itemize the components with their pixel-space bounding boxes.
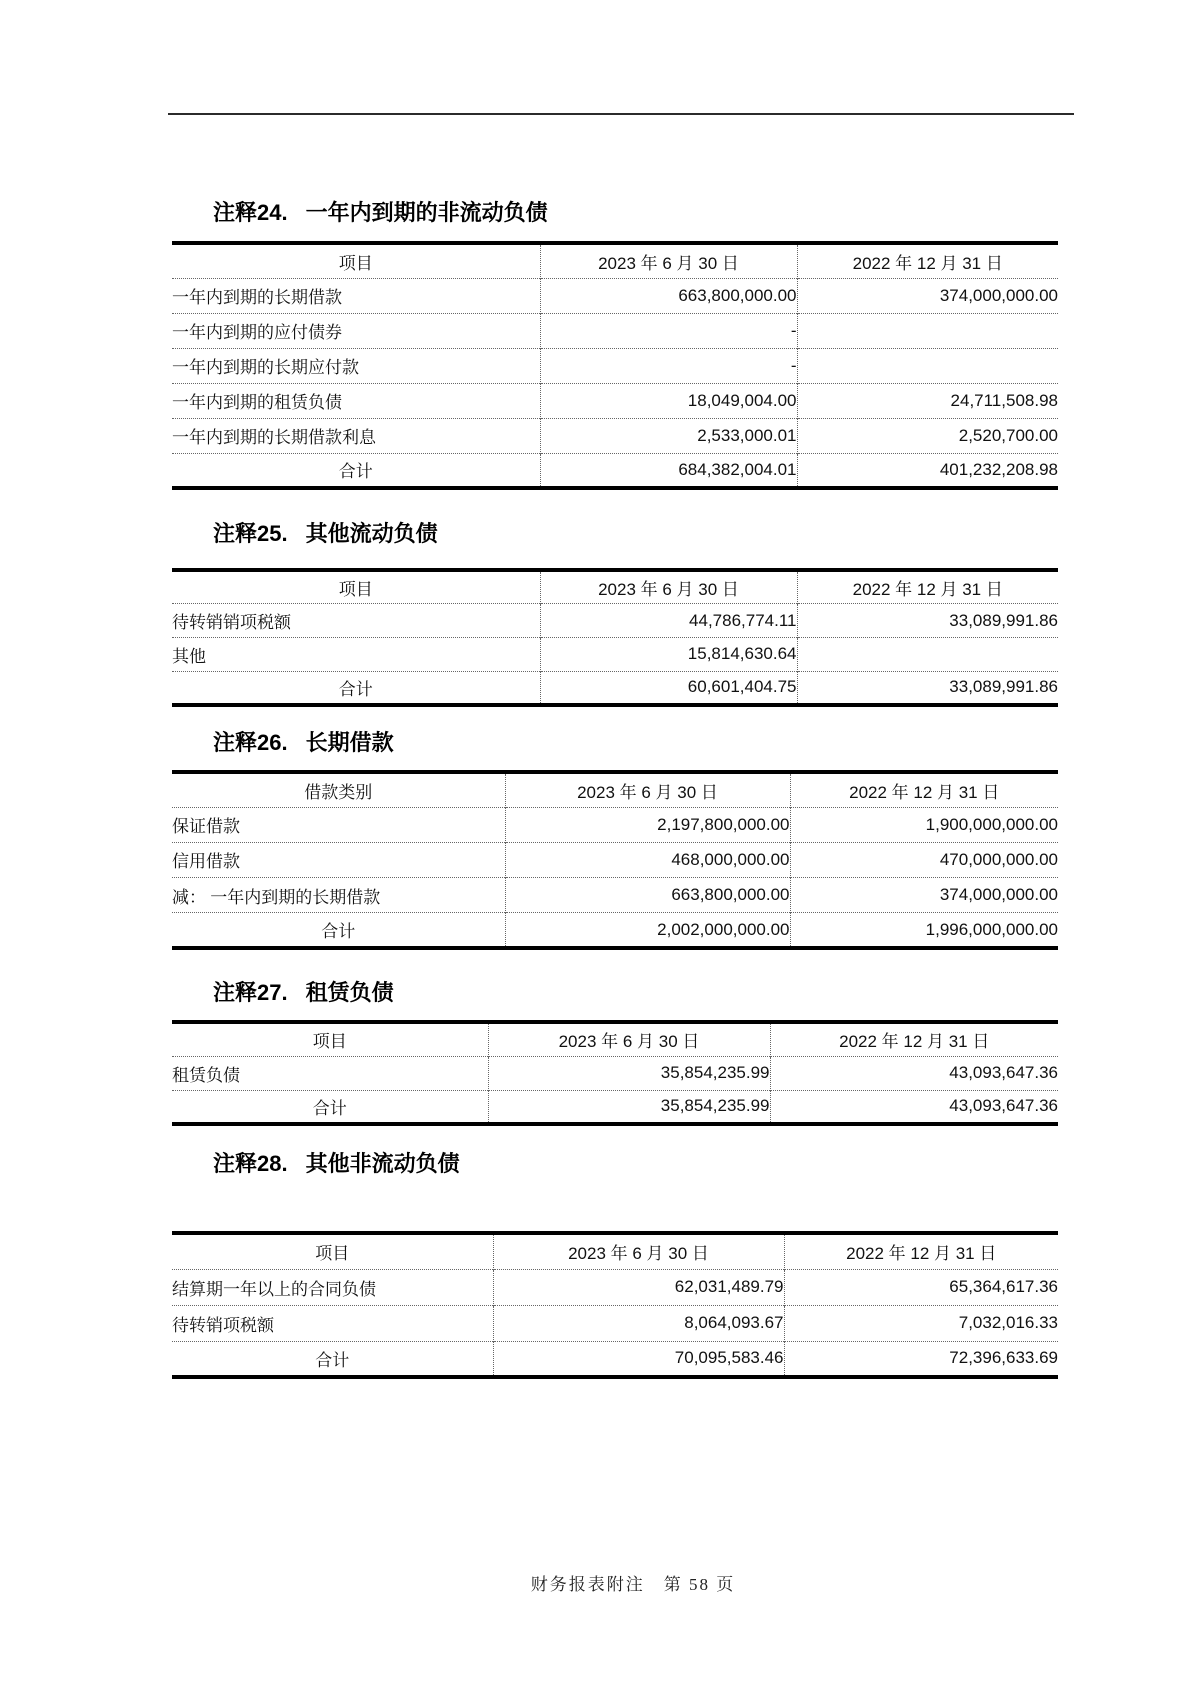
section-number: 注释24. xyxy=(213,200,288,225)
column-header-item: 项目 xyxy=(338,253,373,273)
total-value-cell: 35,854,235.99 xyxy=(488,1090,770,1124)
value-cell: 468,000,000.00 xyxy=(505,842,790,877)
item-label-cell: 保证借款 xyxy=(172,807,505,842)
table-row xyxy=(172,1305,1058,1341)
value-cell xyxy=(797,348,1058,383)
column-header-item: 项目 xyxy=(312,1032,347,1052)
value-cell: - xyxy=(540,313,797,348)
table-header-row xyxy=(172,243,1058,278)
item-label-cell: 租赁负债 xyxy=(172,1056,488,1090)
value-cell: 663,800,000.00 xyxy=(540,278,797,313)
table-row xyxy=(172,807,1058,842)
table-header-row xyxy=(172,772,1058,807)
column-header-date-2022: 2022 年 12 月 31 日 xyxy=(784,1233,1058,1269)
column-header-date-2023: 2023 年 6 月 30 日 xyxy=(488,1022,770,1056)
table-row xyxy=(172,278,1058,313)
total-label-cell: 合计 xyxy=(172,1341,493,1377)
value-cell: 43,093,647.36 xyxy=(770,1056,1058,1090)
column-header-date-2023: 2023 年 6 月 30 日 xyxy=(540,243,797,278)
value-cell: 470,000,000.00 xyxy=(790,842,1058,877)
total-value-cell: 43,093,647.36 xyxy=(770,1090,1058,1124)
section-title: 其他流动负债 xyxy=(305,521,438,546)
total-value-cell: 33,089,991.86 xyxy=(797,671,1058,705)
item-label-cell: 减： 一年内到期的长期借款 xyxy=(172,878,505,913)
value-cell: - xyxy=(540,348,797,383)
section-title: 一年内到期的非流动负债 xyxy=(305,200,548,225)
table-row xyxy=(172,1269,1058,1305)
value-cell: 18,049,004.00 xyxy=(540,383,797,418)
section-heading-note26 xyxy=(213,729,394,757)
total-value-cell: 60,601,404.75 xyxy=(540,671,797,705)
value-cell: 33,089,991.86 xyxy=(797,604,1058,638)
value-cell: 62,031,489.79 xyxy=(493,1269,784,1305)
value-cell: 663,800,000.00 xyxy=(505,878,790,913)
value-cell: 44,786,774.11 xyxy=(540,604,797,638)
total-value-cell: 1,996,000,000.00 xyxy=(790,913,1058,948)
value-cell: 15,814,630.64 xyxy=(540,638,797,672)
value-cell xyxy=(797,313,1058,348)
column-header-date-2023: 2023 年 6 月 30 日 xyxy=(505,772,790,807)
item-label-cell: 结算期一年以上的合同负债 xyxy=(172,1269,493,1305)
value-cell: 7,032,016.33 xyxy=(784,1305,1058,1341)
section-heading-note27 xyxy=(213,979,394,1007)
table-total-row xyxy=(172,1341,1058,1377)
item-label-cell: 一年内到期的长期应付款 xyxy=(172,348,540,383)
section-number: 注释28. xyxy=(213,1151,288,1176)
item-label-cell: 一年内到期的长期借款利息 xyxy=(172,418,540,453)
value-cell: 35,854,235.99 xyxy=(488,1056,770,1090)
table-note25 xyxy=(172,568,1058,707)
value-cell xyxy=(797,638,1058,672)
item-label-cell: 一年内到期的长期借款 xyxy=(172,278,540,313)
item-label-cell: 一年内到期的应付债券 xyxy=(172,313,540,348)
value-cell: 8,064,093.67 xyxy=(493,1305,784,1341)
page-header-rule xyxy=(168,113,1074,115)
section-title: 租赁负债 xyxy=(305,980,394,1005)
table-note28 xyxy=(172,1231,1058,1379)
column-header-item: 项目 xyxy=(315,1244,350,1264)
total-label-cell: 合计 xyxy=(172,1090,488,1124)
column-header-date-2022: 2022 年 12 月 31 日 xyxy=(770,1022,1058,1056)
table-row xyxy=(172,878,1058,913)
value-cell: 2,520,700.00 xyxy=(797,418,1058,453)
value-cell: 374,000,000.00 xyxy=(790,878,1058,913)
total-label-cell: 合计 xyxy=(172,671,540,705)
section-number: 注释27. xyxy=(213,980,288,1005)
column-header-date-2022: 2022 年 12 月 31 日 xyxy=(797,570,1058,604)
column-header-date-2023: 2023 年 6 月 30 日 xyxy=(493,1233,784,1269)
table-row xyxy=(172,313,1058,348)
table-row xyxy=(172,1056,1058,1090)
section-number: 注释26. xyxy=(213,730,288,755)
page-footer: 财务报表附注 第 58 页 xyxy=(530,1575,736,1594)
item-label-cell: 信用借款 xyxy=(172,842,505,877)
total-value-cell: 684,382,004.01 xyxy=(540,453,797,488)
table-header-row xyxy=(172,570,1058,604)
value-cell: 65,364,617.36 xyxy=(784,1269,1058,1305)
value-cell: 2,197,800,000.00 xyxy=(505,807,790,842)
total-value-cell: 401,232,208.98 xyxy=(797,453,1058,488)
table-row xyxy=(172,638,1058,672)
total-value-cell: 70,095,583.46 xyxy=(493,1341,784,1377)
column-header-date-2022: 2022 年 12 月 31 日 xyxy=(790,772,1058,807)
table-row xyxy=(172,842,1058,877)
section-number: 注释25. xyxy=(213,521,288,546)
table-header-row xyxy=(172,1233,1058,1269)
table-total-row xyxy=(172,671,1058,705)
table-row xyxy=(172,604,1058,638)
total-label-cell: 合计 xyxy=(172,453,540,488)
value-cell: 1,900,000,000.00 xyxy=(790,807,1058,842)
value-cell: 24,711,508.98 xyxy=(797,383,1058,418)
total-label-cell: 合计 xyxy=(172,913,505,948)
column-header-item: 项目 xyxy=(338,580,373,600)
table-total-row xyxy=(172,1090,1058,1124)
section-heading-note25 xyxy=(213,520,438,548)
table-total-row xyxy=(172,453,1058,488)
section-title: 其他非流动负债 xyxy=(305,1151,460,1176)
table-note24 xyxy=(172,241,1058,490)
table-total-row xyxy=(172,913,1058,948)
total-value-cell: 72,396,633.69 xyxy=(784,1341,1058,1377)
item-label-cell: 一年内到期的租赁负债 xyxy=(172,383,540,418)
table-row xyxy=(172,383,1058,418)
table-row xyxy=(172,348,1058,383)
column-header-date-2023: 2023 年 6 月 30 日 xyxy=(540,570,797,604)
table-note26 xyxy=(172,770,1058,950)
table-header-row xyxy=(172,1022,1058,1056)
value-cell: 374,000,000.00 xyxy=(797,278,1058,313)
section-heading-note24 xyxy=(213,199,548,227)
item-label-cell: 待转销项税额 xyxy=(172,1305,493,1341)
item-label-cell: 其他 xyxy=(172,638,540,672)
section-title: 长期借款 xyxy=(305,730,394,755)
total-value-cell: 2,002,000,000.00 xyxy=(505,913,790,948)
column-header-loan-type: 借款类别 xyxy=(304,782,373,802)
table-note27 xyxy=(172,1020,1058,1126)
table-row xyxy=(172,418,1058,453)
value-cell: 2,533,000.01 xyxy=(540,418,797,453)
item-label-cell: 待转销销项税额 xyxy=(172,604,540,638)
column-header-date-2022: 2022 年 12 月 31 日 xyxy=(797,243,1058,278)
section-heading-note28 xyxy=(213,1150,460,1178)
